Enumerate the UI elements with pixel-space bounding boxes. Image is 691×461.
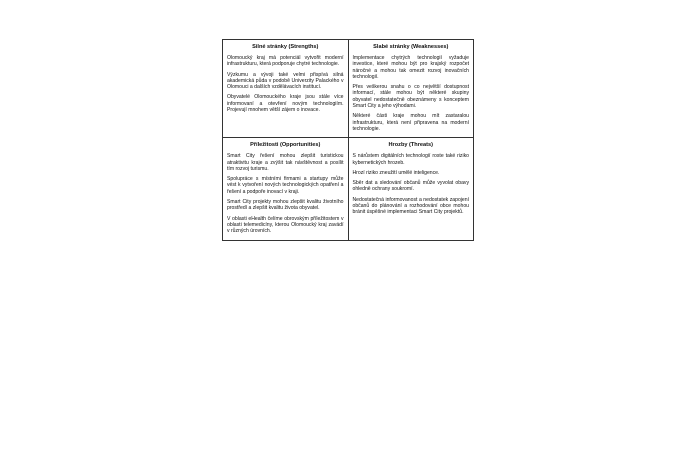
threats-title: Hrozby (Threats) (388, 142, 433, 149)
weaknesses-item: Přes veškerou snahu o co největší dostupnost informací, stále mohou být některé skupiny obyvatel nedostatečně obeznámeny s konceptem Smart City a jeho výhodami. (352, 84, 469, 110)
weaknesses-item: Některé části kraje mohou mít zastaralou infrastrukturu, která není připravena na moderní technologie. (352, 113, 469, 132)
strengths-cell (223, 40, 349, 138)
threats-item: Nedostatečná informovanost a nedostatek zapojení občanů do plánování a rozhodování obce mohou bránit úspěšné implementaci Smart City projektů. (352, 196, 469, 216)
strengths-title: Silné stránky (Strengths) (252, 44, 319, 50)
swot-row-top (223, 40, 474, 138)
opportunities-item: Smart City projekty mohou zlepšit kvalitu životního prostředí a zlepšit kvalitu života obyvatel. (227, 199, 344, 212)
threats-cell (348, 138, 474, 240)
strengths-item: Olomoucký kraj má potenciál vytvořit moderní infrastrukturu, která podporuje chytré technologie. (227, 55, 344, 68)
weaknesses-title: Slabé stránky (Weaknesses) (373, 44, 449, 50)
opportunities-cell (223, 138, 349, 240)
strengths-item: Obyvatelé Olomouckého kraje jsou stále více informovaní a otevření novým technologiím. Projevují mnohem větší zájem o inovace. (227, 94, 344, 114)
opportunities-item: Smart City řešení mohou zlepšit turistickou atraktivitu kraje a zvýšit tak návštěvnost a posílit tím rozvoj turismu. (227, 153, 344, 172)
threats-item: Hrozí riziko zneužití umělé inteligence. (352, 169, 440, 176)
strengths-item: Výzkumu a vývoji také velmi přispívá silná akademická půda v podobě Univerzity Palackého v Olomouci a dalších vzdělávacích institucí. (227, 71, 344, 91)
weaknesses-item: Implementace chytrých technologií vyžaduje investice, které mohou být pro krajský rozpočet náročné a mohou tak omezit rozvoj inovačních technologií. (352, 55, 469, 80)
swot-table (222, 39, 474, 241)
opportunities-item: V oblasti eHealth čelíme obrovským příležitostem v oblasti telemedicíny, kterou Olomoucký kraj zavádí v různých úrovních. (227, 215, 344, 235)
opportunities-title: Příležitosti (Opportunities) (250, 142, 321, 149)
swot-row-bottom (223, 138, 474, 240)
threats-item: S nárůstem digitálních technologií roste také riziko kybernetických hrozeb. (352, 153, 469, 166)
opportunities-item: Spolupráce s místními firmami a startupy může vést k vytvoření nových technologických opatření a řešení a podpoře inovací v kraji. (227, 176, 344, 195)
threats-item: Sběr dat a sledování občanů může vyvolat obavy ohledně ochrany soukromí. (352, 180, 469, 193)
weaknesses-cell (348, 40, 474, 138)
